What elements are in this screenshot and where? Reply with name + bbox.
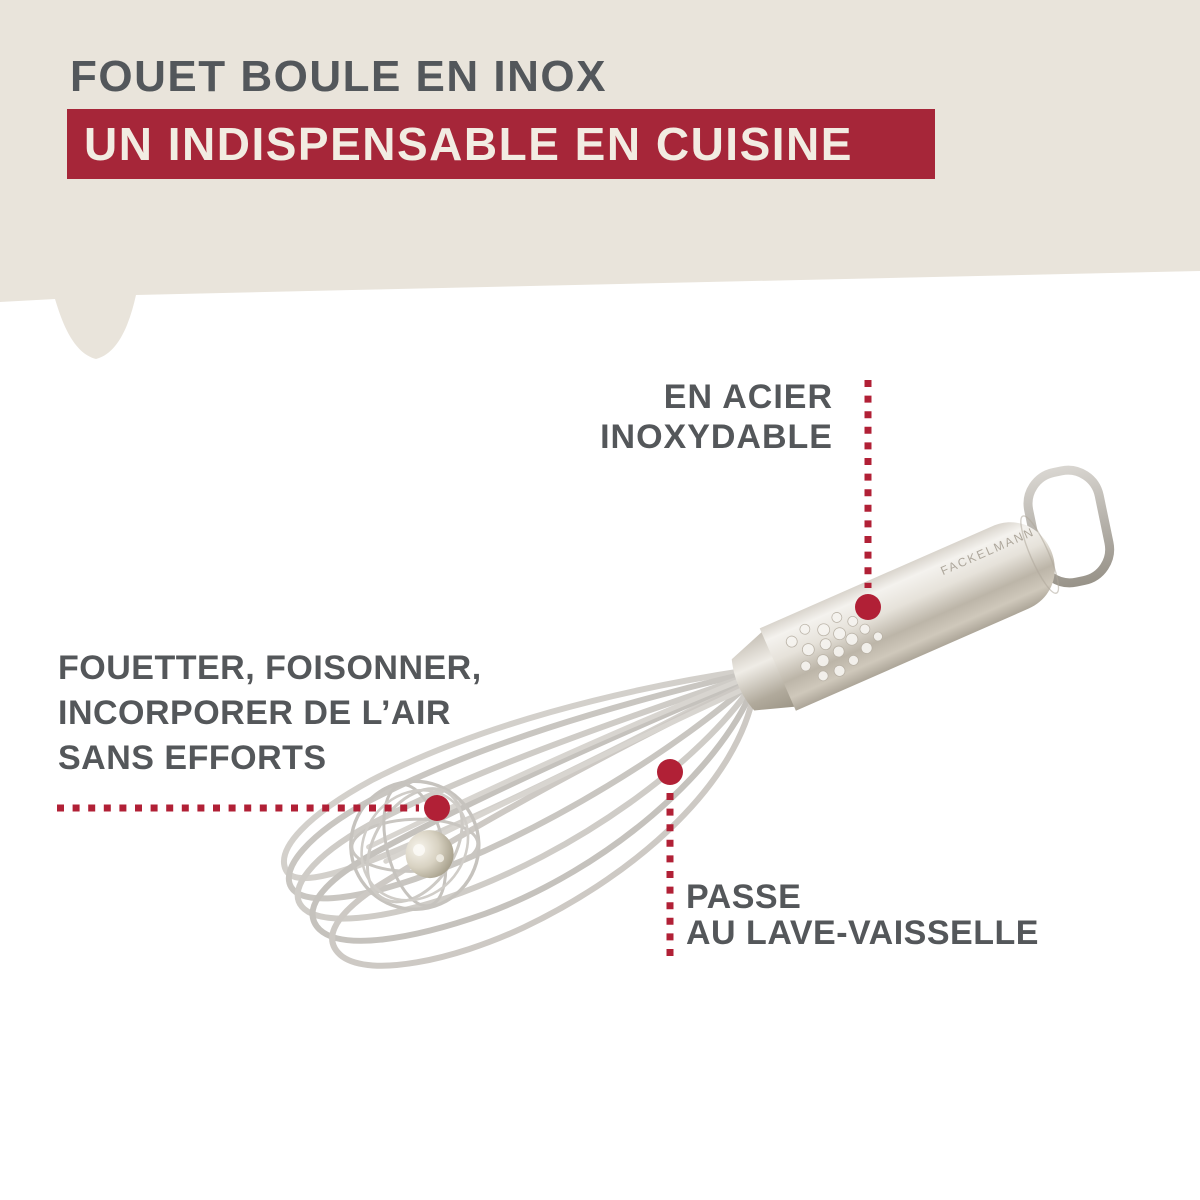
callout-steel-line1: EN ACIER [663,378,833,416]
callout-action [58,646,482,781]
action-dot [424,795,450,821]
steel-dot [855,594,881,620]
callout-action-line1: FOUETTER, FOISONNER, [58,649,482,687]
banner-text: UN INDISPENSABLE EN CUISINE [84,118,853,170]
callout-dishwasher-line1: PASSE [686,878,802,916]
callout-dishwasher [686,879,1039,951]
brand-engraving-text: FACKELMANN [938,524,1037,579]
dishwasher-dot [657,759,683,785]
callout-action-line3: SANS EFFORTS [58,739,327,777]
callout-steel [600,377,833,457]
callout-action-line2: INCORPORER DE L’AIR [58,694,451,732]
callout-dishwasher-line2: AU LAVE-VAISSELLE [686,914,1039,952]
callout-steel-line2: INOXYDABLE [600,418,833,456]
page-title: FOUET BOULE EN INOX [70,52,607,101]
